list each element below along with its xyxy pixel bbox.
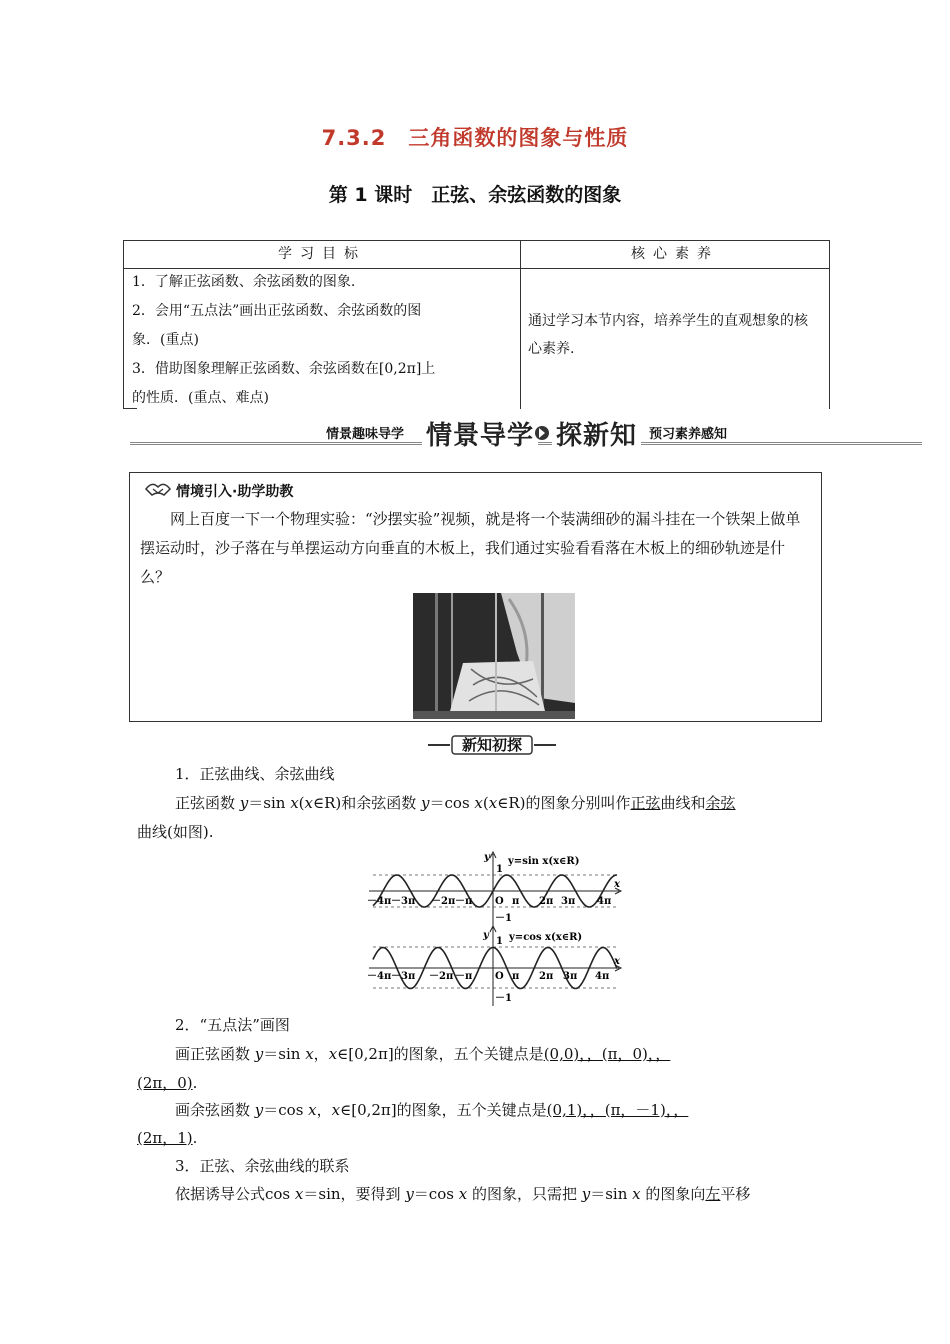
- cosine-graph: [365, 924, 625, 1008]
- handshake-icon: [144, 479, 172, 503]
- sine-tick: O: [495, 896, 504, 907]
- section3-line: 依据诱导公式cos x＝sin，要得到 y＝cos x 的图象，只需把 y＝sin x 的图象向左平移: [175, 1185, 751, 1203]
- intro-paragraph: 网上百度一下一个物理实验：“沙摆实验”视频，就是将一个装满细砂的漏斗挂在一个铁架上做单摆运动时，沙子落在与单摆运动方向垂直的木板上，我们通过实验看看落在木板上的细砂轨迹是什么？: [140, 510, 801, 586]
- cosine-five-points-line: 画余弦函数 y＝cos x，x∈[0,2π]的图象，五个关键点是(0,1)，，(π，－1)，，: [175, 1101, 689, 1119]
- cosine-tick: 2π: [539, 971, 554, 982]
- cosine-tick: 4π: [595, 971, 610, 982]
- cosine-five-points-line2: (2π，1).: [137, 1129, 198, 1147]
- cosine-tick: －4π: [367, 971, 392, 982]
- new-knowledge-label: [428, 735, 556, 755]
- goals-header: 学习目标: [124, 241, 520, 269]
- banner-main-left: 情景导学: [422, 415, 538, 452]
- section3-heading: 3．正弦、余弦曲线的联系: [175, 1157, 350, 1175]
- goal-line: 3．借助图象理解正弦函数、余弦函数在[0,2π]上: [132, 361, 436, 377]
- cosine-y-axis-label: y: [483, 930, 489, 941]
- cosine-one-label: 1: [496, 936, 503, 947]
- cosine-tick: O: [495, 971, 504, 982]
- goal-line: 2．会用“五点法”画出正弦函数、余弦函数的图: [132, 303, 422, 319]
- intro-heading: 情境引入·助学助教: [176, 484, 294, 500]
- sand-pendulum-photo: [413, 593, 575, 719]
- sine-one-label: 1: [496, 864, 503, 875]
- sine-tick: 4π: [597, 896, 612, 907]
- sine-tick: －2π: [431, 896, 456, 907]
- goal-line: 象．(重点): [132, 332, 199, 348]
- sine-y-axis-label: y: [484, 852, 490, 863]
- goals-table: [123, 240, 830, 409]
- cosine-tick: －3π: [391, 971, 416, 982]
- sine-tick: －π: [455, 896, 473, 907]
- sine-tick: 3π: [561, 896, 576, 907]
- goals-list: [132, 268, 512, 413]
- sine-tick: －4π: [367, 896, 392, 907]
- lesson-title: 第 1 课时 正弦、余弦函数的图象: [328, 184, 622, 206]
- cosine-tick: －π: [455, 971, 473, 982]
- banner-right-caption: 预习素养感知: [645, 423, 731, 442]
- sine-tick: π: [512, 896, 520, 907]
- banner-left-caption: 情景趣味导学: [322, 423, 408, 442]
- new-knowledge-text: 新知初探: [461, 736, 522, 754]
- cosine-neg-one-label: －1: [495, 993, 512, 1004]
- intro-box: [129, 472, 822, 722]
- answer-left: 左: [705, 1185, 721, 1203]
- table-divider: [520, 241, 521, 409]
- sine-function-label: y=sin x(x∈R): [508, 856, 580, 867]
- sine-neg-one-label: －1: [495, 913, 512, 924]
- goal-line: 的性质．(重点、难点): [132, 390, 269, 406]
- section1-line2: 曲线(如图).: [137, 823, 214, 841]
- cosine-tick: π: [512, 971, 520, 982]
- sine-key-point-last: (2π，0): [137, 1074, 193, 1092]
- banner-main-right: 探新知: [552, 415, 641, 452]
- answer-cosine: 余弦: [705, 794, 736, 812]
- section2-heading: 2．“五点法”画图: [175, 1016, 290, 1034]
- sine-tick: 2π: [539, 896, 554, 907]
- section-title: 7.3.2 三角函数的图象与性质: [321, 126, 629, 150]
- table-corner-mark: [123, 408, 137, 409]
- sine-key-points: (0,0)，，(π，0)，，: [543, 1045, 671, 1063]
- literacy-header: 核心素养: [521, 241, 829, 269]
- sine-five-points-line: 画正弦函数 y＝sin x，x∈[0,2π]的图象，五个关键点是(0,0)，，(π，0)，，: [175, 1045, 671, 1063]
- section1-heading: 1．正弦曲线、余弦曲线: [175, 765, 335, 783]
- cosine-function-label: y=cos x(x∈R): [509, 932, 583, 943]
- section-banner: [130, 415, 922, 455]
- sine-tick: －3π: [391, 896, 416, 907]
- section1-line1: 正弦函数 y＝sin x(x∈R)和余弦函数 y＝cos x(x∈R)的图象分别叫作正弦曲线和余弦: [175, 794, 736, 812]
- cosine-tick: －2π: [429, 971, 454, 982]
- goal-line: 1．了解正弦函数、余弦函数的图象.: [132, 274, 356, 290]
- cosine-key-point-last: (2π，1): [137, 1129, 193, 1147]
- sine-graph: [365, 848, 625, 932]
- answer-sine: 正弦: [630, 794, 661, 812]
- cosine-x-axis-label: x: [614, 956, 620, 967]
- cosine-tick: 3π: [563, 971, 578, 982]
- cosine-key-points: (0,1)，，(π，－1)，，: [546, 1101, 689, 1119]
- sine-x-axis-label: x: [614, 879, 620, 890]
- sine-five-points-line2: (2π，0).: [137, 1074, 198, 1092]
- literacy-text: 通过学习本节内容，培养学生的直观想象的核心素养.: [528, 313, 808, 357]
